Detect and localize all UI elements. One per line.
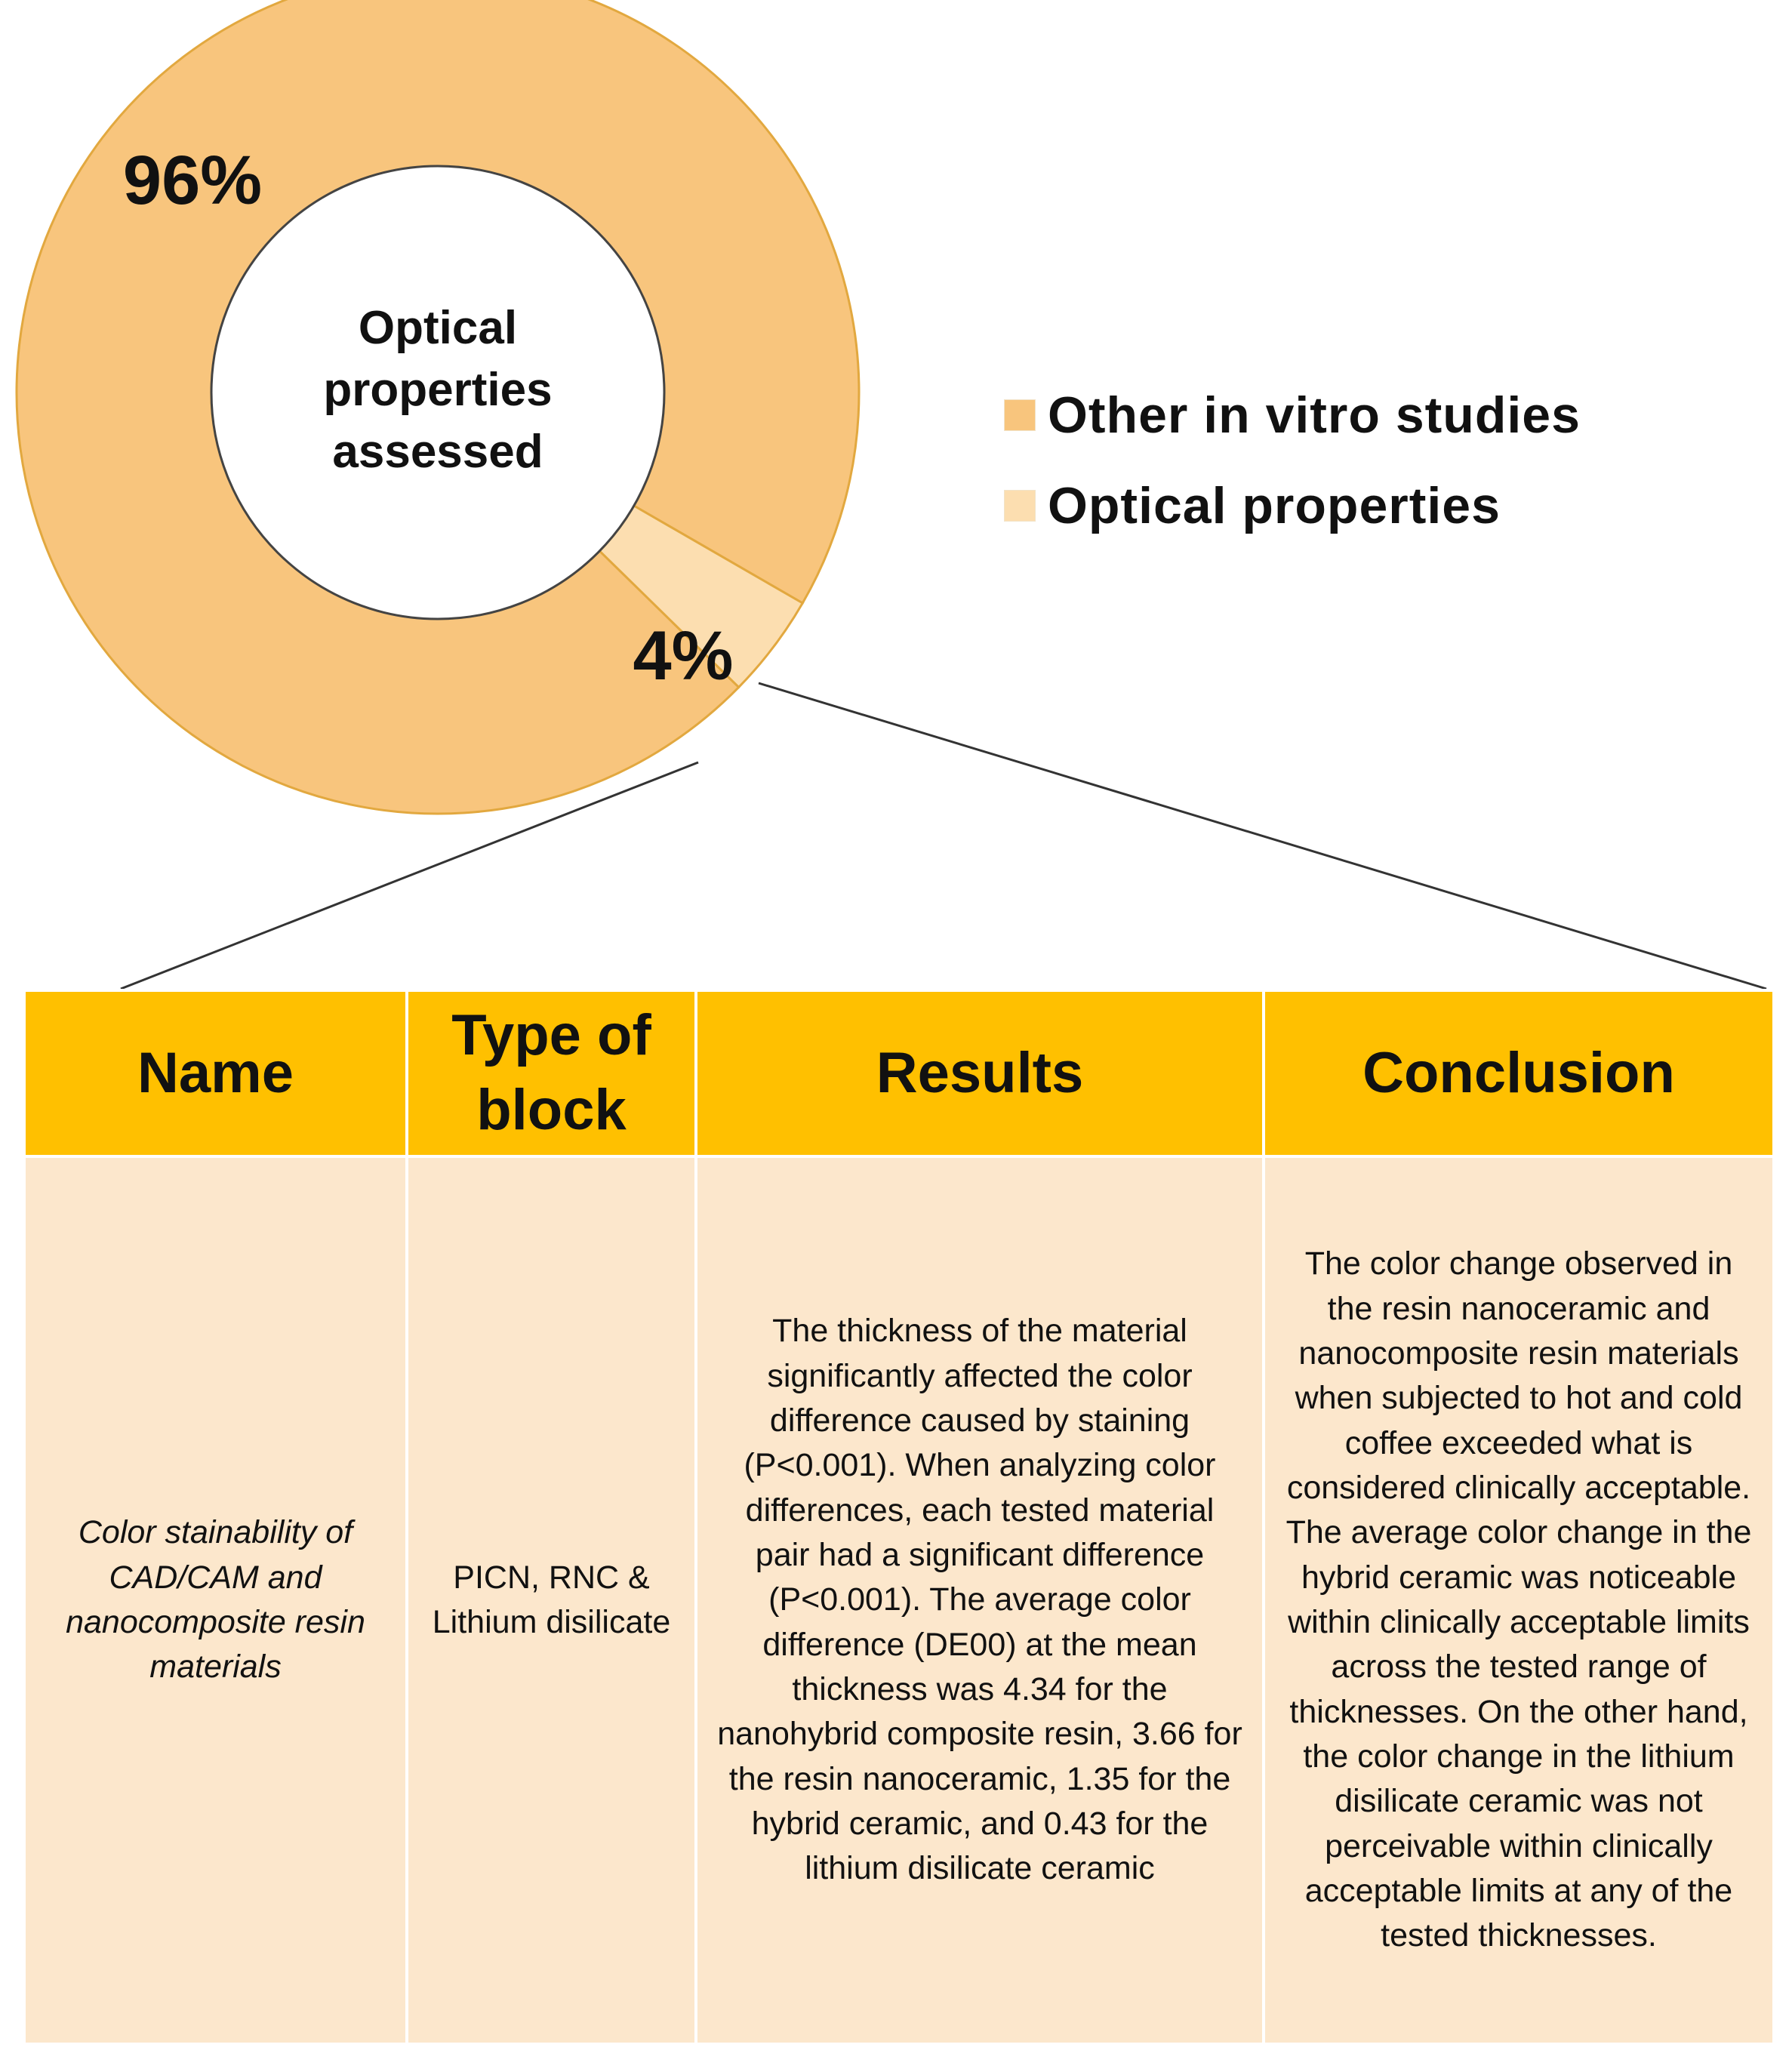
study-summary-table: [23, 989, 1775, 2046]
header-results: Results: [696, 990, 1264, 1156]
table-row: [24, 1156, 1774, 2044]
connector-line-right: [759, 683, 1766, 989]
data-label-96: 96%: [122, 142, 263, 219]
legend-label-other-in-vitro: Other in vitro studies: [1048, 386, 1581, 444]
legend-swatch-optical-properties: [1004, 490, 1036, 522]
center-label: Optical properties assessed: [323, 302, 553, 478]
legend: [1004, 370, 1581, 551]
table-header-row: [24, 990, 1774, 1156]
data-label-4: 4%: [633, 617, 734, 694]
cell-conclusion: The color change observed in the resin nanoceramic and nanocomposite resin materials when subjected to hot and cold coffee exceeded what is considered clinically acceptable. The average color change in the hybrid ceramic was noticeable within clinically acceptable limits across the tested range of thicknesses. On the other hand, the color change in the lithium disilicate ceramic was not perceivable within clinically acceptable limits at any of the tested thicknesses.: [1264, 1156, 1774, 2044]
header-conclusion: Conclusion: [1264, 990, 1774, 1156]
header-name: Name: [24, 990, 407, 1156]
legend-swatch-other-in-vitro: [1004, 399, 1036, 431]
header-type-of-block: Type of block: [407, 990, 696, 1156]
legend-item-optical-properties: [1004, 460, 1581, 551]
legend-label-optical-properties: Optical properties: [1048, 477, 1501, 534]
cell-name: Color stainability of CAD/CAM and nanocomposite resin materials: [24, 1156, 407, 2044]
legend-item-other-in-vitro: [1004, 370, 1581, 460]
cell-results: The thickness of the material significantly affected the color difference caused by staining (P<0.001). When analyzing color differences, each tested material pair had a significant difference (P<0.001). The average color difference (DE00) at the mean thickness was 4.34 for the nanohybrid composite resin, 3.66 for the resin nanoceramic, 1.35 for the hybrid ceramic, and 0.43 for the lithium disilicate ceramic: [696, 1156, 1264, 2044]
cell-type-of-block: PICN, RNC & Lithium disilicate: [407, 1156, 696, 2044]
